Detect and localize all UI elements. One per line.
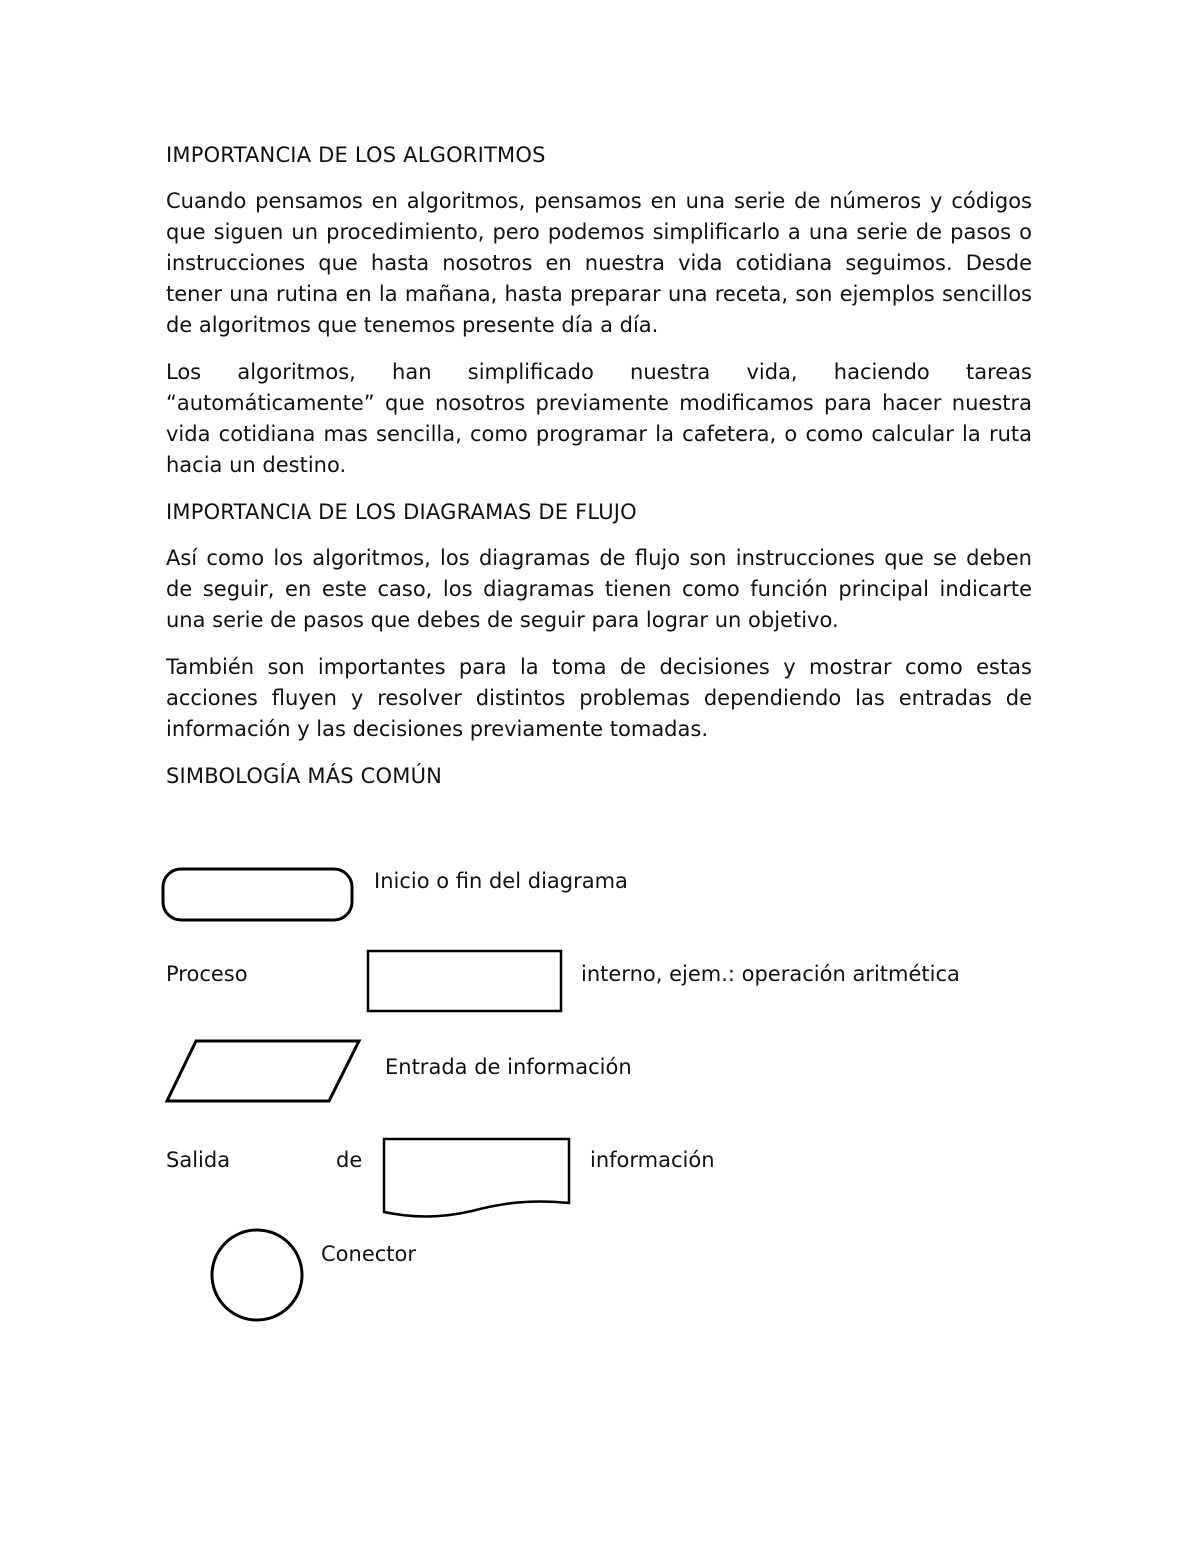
heading-diagramas: IMPORTANCIA DE LOS DIAGRAMAS DE FLUJO bbox=[166, 500, 637, 524]
output-symbol bbox=[382, 1137, 574, 1221]
connector-symbol bbox=[208, 1226, 306, 1324]
process-label-prefix: Proceso bbox=[166, 962, 248, 986]
process-label-suffix: interno, ejem.: operación aritmética bbox=[581, 962, 960, 986]
document-body bbox=[166, 140, 1032, 807]
paragraph-diagramas-1: Así como los algoritmos, los diagramas de flujo son instrucciones que se deben de seguir, en este caso, los diagramas tienen como función principal indicarte una serie de pasos que debes de seguir para lograr un objetivo. bbox=[166, 546, 1032, 632]
terminal-label: Inicio o fin del diagrama bbox=[374, 869, 628, 893]
output-label-word1: Salida bbox=[166, 1148, 231, 1172]
process-symbol bbox=[366, 949, 564, 1015]
paragraph-algoritmos-1: Cuando pensamos en algoritmos, pensamos en una serie de números y códigos que siguen un procedimiento, pero podemos simplificarlo a una serie de pasos o instrucciones que hasta nosotros en nuestra vida cotidiana seguimos. Desde tener una rutina en la mañana, hasta preparar una receta, son ejemplos sencillos de algoritmos que tenemos presente día a día. bbox=[166, 189, 1032, 337]
output-label-word3: información bbox=[590, 1148, 715, 1172]
input-symbol bbox=[163, 1038, 363, 1106]
input-label: Entrada de información bbox=[385, 1055, 632, 1079]
heading-algoritmos: IMPORTANCIA DE LOS ALGORITMOS bbox=[166, 143, 546, 167]
output-label-word2: de bbox=[336, 1148, 363, 1172]
heading-simbologia: SIMBOLOGÍA MÁS COMÚN bbox=[166, 764, 443, 788]
paragraph-algoritmos-2: Los algoritmos, han simplificado nuestra vida, haciendo tareas “automáticamente” que nosotros previamente modificamos para hacer nuestra vida cotidiana mas sencilla, como programar la cafetera, o como calcular la ruta hacia un destino. bbox=[166, 360, 1032, 477]
connector-label: Conector bbox=[321, 1242, 417, 1266]
terminal-symbol bbox=[160, 866, 356, 924]
paragraph-diagramas-2: También son importantes para la toma de decisiones y mostrar como estas acciones fluyen y resolver distintos problemas dependiendo las entradas de información y las decisiones previamente tomadas. bbox=[166, 655, 1032, 741]
